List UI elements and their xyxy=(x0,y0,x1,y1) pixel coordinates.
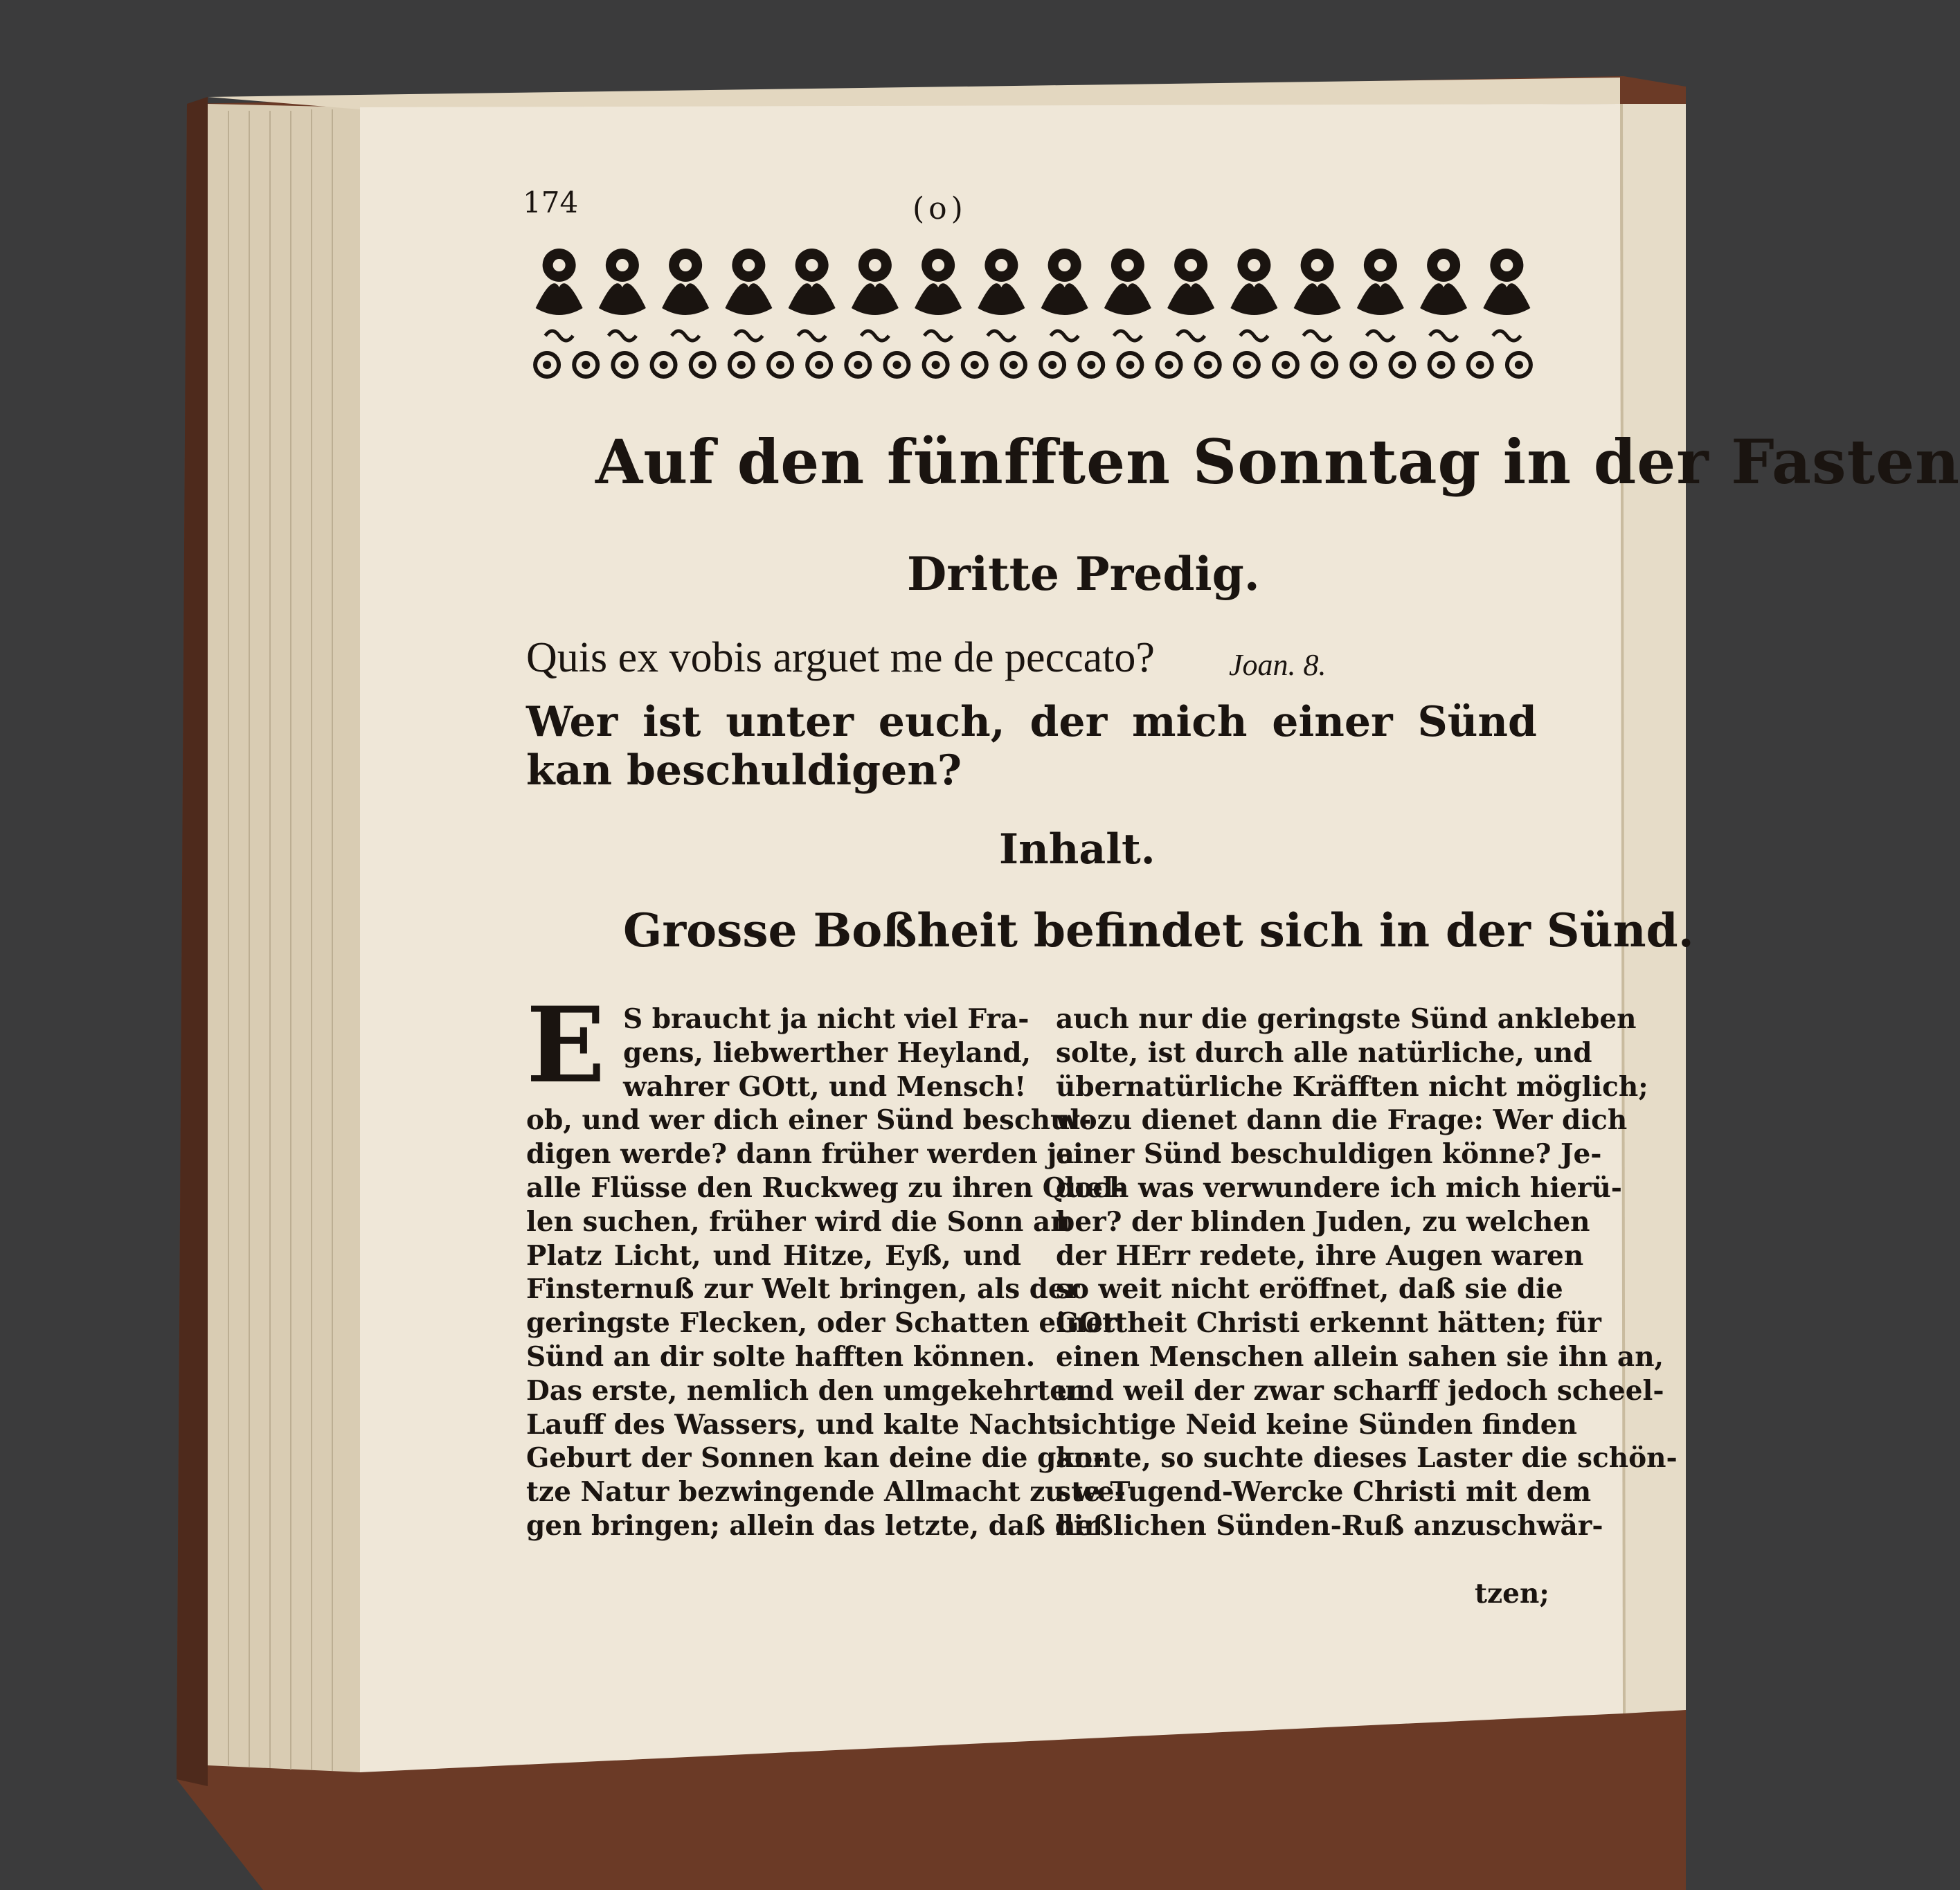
running-head: (o) xyxy=(912,191,967,226)
fleuron xyxy=(1420,249,1467,341)
text-line: Finsternuß zur Welt bringen, als der xyxy=(526,1273,1080,1306)
rosette-center xyxy=(737,361,746,369)
fleuron xyxy=(725,249,772,341)
catchword: tzen; xyxy=(1475,1578,1549,1610)
fleuron xyxy=(1230,249,1277,341)
rosette-center xyxy=(854,361,862,369)
text-line: übernatürliche Kräfften nicht möglich; xyxy=(1056,1070,1648,1103)
text-line: wahrer GOtt, und Mensch! xyxy=(623,1070,1027,1103)
rosette-center xyxy=(776,361,784,369)
german-quote: Wer ist unter euch, der mich einer Sünd kan beschuldigen? xyxy=(526,698,1537,795)
text-line: doch was verwundere ich mich hierü- xyxy=(1056,1172,1622,1204)
fleuron xyxy=(789,249,836,341)
rosette-center xyxy=(1320,361,1329,369)
text-line: Das erste, nemlich den umgekehrten xyxy=(526,1374,1087,1407)
rosette-center xyxy=(1009,361,1018,369)
text-line: einer Sünd beschuldigen könne? Je- xyxy=(1056,1138,1602,1171)
rosette-center xyxy=(932,361,940,369)
rosette-center xyxy=(1437,361,1446,369)
rosette-center xyxy=(1476,361,1484,369)
fleuron xyxy=(536,249,583,341)
text-line: S braucht ja nicht viel Fra- xyxy=(623,1003,1030,1035)
fleuron xyxy=(852,249,899,341)
rosette-center xyxy=(971,361,979,369)
text-line: ob, und wer dich einer Sünd beschul- xyxy=(526,1104,1092,1137)
rosette-center xyxy=(1398,361,1406,369)
text-line: alle Flüsse den Ruckweg zu ihren Quel- xyxy=(526,1172,1124,1204)
contents-label: Inhalt. xyxy=(999,825,1156,874)
text-line: Lauff des Wassers, und kalte Nacht- xyxy=(526,1408,1071,1441)
rosette-center xyxy=(1243,361,1251,369)
text-line: Geburt der Sonnen kan deine die gan- xyxy=(526,1442,1105,1475)
rosette-center xyxy=(660,361,668,369)
fleuron xyxy=(1104,249,1151,341)
sermon-title: Auf den fünfften Sonntag in der Fasten xyxy=(595,426,1960,498)
sermon-subtitle: Dritte Predig. xyxy=(907,547,1260,601)
text-line: GOttheit Christi erkennt hätten; für xyxy=(1056,1307,1601,1340)
fleuron xyxy=(978,249,1025,341)
rosette-center xyxy=(815,361,823,369)
text-line: tze Natur bezwingende Allmacht zu we- xyxy=(526,1476,1126,1509)
text-line: konte, so suchte dieses Laster die schön- xyxy=(1056,1442,1678,1475)
latin-quote: Quis ex vobis arguet me de peccato? xyxy=(526,634,1155,681)
rosette-center xyxy=(1359,361,1367,369)
fleuron-row xyxy=(528,246,1538,384)
rosette-center xyxy=(543,361,551,369)
text-line: heßlichen Sünden-Ruß anzuschwär- xyxy=(1056,1510,1603,1542)
text-line: gens, liebwerther Heyland, xyxy=(623,1036,1032,1069)
fleuron xyxy=(1483,249,1530,341)
text-line: geringste Flecken, oder Schatten einer xyxy=(526,1307,1117,1340)
fleuron xyxy=(915,249,962,341)
text-line: len suchen, früher wird die Sonn an xyxy=(526,1205,1070,1238)
rosette-center xyxy=(1204,361,1212,369)
rosette-center xyxy=(1515,361,1523,369)
text-line: wozu dienet dann die Frage: Wer dich xyxy=(1056,1104,1628,1137)
rosette-center xyxy=(1126,361,1134,369)
text-line: so weit nicht eröffnet, daß sie die xyxy=(1056,1273,1563,1306)
text-line: ber? der blinden Juden, zu welchen xyxy=(1056,1205,1590,1238)
text-line: und weil der zwar scharff jedoch scheel- xyxy=(1056,1374,1664,1407)
rosette-center xyxy=(1048,361,1057,369)
text-line: Platz Licht, und Hitze, Eyß, und xyxy=(526,1239,1021,1272)
rosette-center xyxy=(1087,361,1095,369)
fleuron xyxy=(599,249,646,341)
text-line: auch nur die geringste Sünd ankleben xyxy=(1056,1003,1637,1035)
fleuron xyxy=(1041,249,1088,341)
text-line: sichtige Neid keine Sünden finden xyxy=(1056,1408,1577,1441)
text-line: ste Tugend-Wercke Christi mit dem xyxy=(1056,1476,1592,1509)
fleuron xyxy=(662,249,709,341)
latin-reference: Joan. 8. xyxy=(1229,648,1327,682)
rosette-center xyxy=(1165,361,1174,369)
rosette-center xyxy=(582,361,590,369)
text-line: der HErr redete, ihre Augen waren xyxy=(1056,1239,1584,1272)
rosette-center xyxy=(892,361,901,369)
text-line: einen Menschen allein sahen sie ihn an, xyxy=(1056,1341,1664,1373)
rosette-center xyxy=(1282,361,1290,369)
fleuron xyxy=(1167,249,1214,341)
fleuron xyxy=(1357,249,1404,341)
rosette-center xyxy=(620,361,629,369)
rosette-center xyxy=(699,361,707,369)
text-line: solte, ist durch alle natürliche, und xyxy=(1056,1036,1592,1069)
drop-cap: E xyxy=(526,984,606,1106)
fleuron xyxy=(1294,249,1341,341)
page-number: 174 xyxy=(523,186,579,219)
text-line: gen bringen; allein das letzte, daß dir xyxy=(526,1510,1099,1542)
text-line: Sünd an dir solte hafften können. xyxy=(526,1341,1036,1373)
text-line: digen werde? dann früher werden ja xyxy=(526,1138,1075,1171)
sermon-theme: Grosse Boßheit befindet sich in der Sünd. xyxy=(623,903,1694,957)
